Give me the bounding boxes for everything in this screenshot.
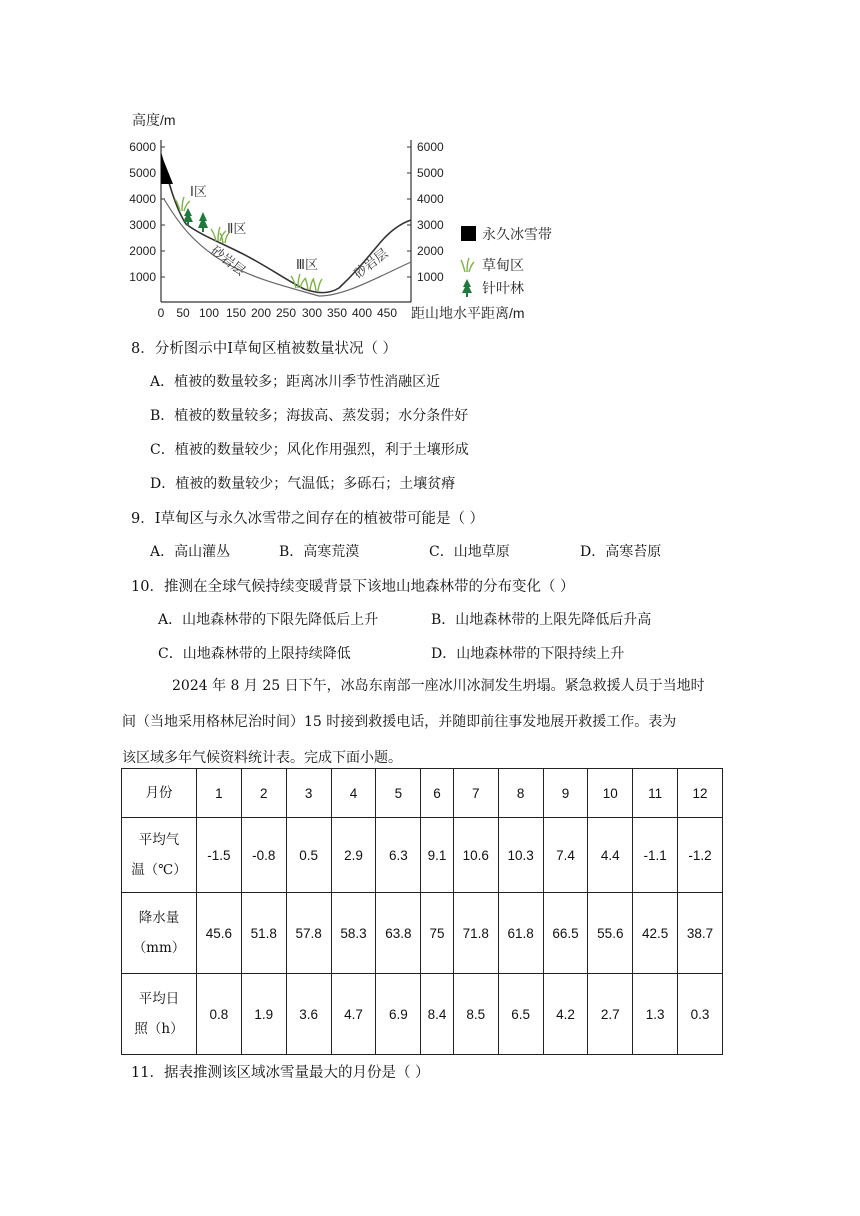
y-tick-right: 1000	[417, 270, 444, 284]
y-tick: 4000	[129, 192, 156, 206]
table-cell: 2	[241, 769, 286, 818]
table-cell: 0.3	[678, 974, 723, 1055]
conifer-tree-icon	[198, 212, 208, 232]
sandstone-label-right: 砂岩层	[350, 245, 391, 282]
y-tick: 1000	[129, 270, 156, 284]
climate-statistics-table	[121, 768, 723, 1055]
table-row	[122, 818, 723, 893]
sandstone-label-left: 砂岩层	[208, 242, 249, 279]
zone-3-label: Ⅲ区	[296, 257, 318, 272]
table-cell: 6.5	[498, 974, 543, 1055]
question-9-stem: 9．Ⅰ草甸区与永久冰雪带之间存在的植被带可能是（ ）	[131, 511, 485, 527]
table-cell: 7	[453, 769, 498, 818]
table-cell: 0.8	[197, 974, 242, 1055]
x-tick: 0	[157, 306, 165, 320]
table-cell: 10.6	[453, 818, 498, 893]
table-cell: 2.7	[588, 974, 633, 1055]
table-cell: 8.5	[453, 974, 498, 1055]
row-header-line: 照（h）	[134, 1021, 184, 1037]
legend-label: 永久冰雪带	[482, 226, 552, 242]
x-tick: 50	[176, 306, 190, 320]
y-tick: 3000	[129, 218, 156, 232]
y-tick-right: 2000	[417, 244, 444, 258]
y-axis-label: 高度/m	[132, 112, 176, 128]
table-cell: 55.6	[588, 893, 633, 974]
table-cell: -1.5	[197, 818, 242, 893]
table-cell: 1.9	[241, 974, 286, 1055]
y-tick: 6000	[129, 140, 156, 154]
zone-1-label: Ⅰ区	[190, 184, 207, 199]
table-row	[122, 893, 723, 974]
table-cell: 1.3	[633, 974, 678, 1055]
table-cell: -1.1	[633, 818, 678, 893]
table-cell: 6.3	[376, 818, 421, 893]
grass-icon	[461, 258, 474, 272]
grass-icon	[291, 274, 322, 291]
question-9-option-a[interactable]: A．高山灌丛	[150, 544, 231, 560]
x-tick: 300	[301, 306, 323, 320]
table-cell: 6.9	[376, 974, 421, 1055]
question-9-option-d[interactable]: D．高寒苔原	[580, 544, 662, 560]
question-9-option-c[interactable]: C．山地草原	[429, 544, 510, 560]
table-cell: 57.8	[286, 893, 331, 974]
question-8-option-d[interactable]: D．植被的数量较少；气温低；多砾石；土壤贫瘠	[150, 476, 456, 492]
table-cell: 7.4	[543, 818, 588, 893]
y-tick: 2000	[129, 244, 156, 258]
passage-line: 2024 年 8 月 25 日下午，冰岛东南部一座冰川冰洞发生坍塌。紧急救援人员于当地时	[172, 678, 705, 694]
y-tick-right: 3000	[417, 218, 444, 232]
table-cell: 4	[331, 769, 376, 818]
table-cell: 8.4	[421, 974, 454, 1055]
table-cell: -0.8	[241, 818, 286, 893]
table-cell: 9	[543, 769, 588, 818]
table-cell: 10.3	[498, 818, 543, 893]
question-8-option-c[interactable]: C．植被的数量较少；风化作用强烈，利于土壤形成	[150, 442, 469, 458]
table-cell: 5	[376, 769, 421, 818]
row-header-month: 月份	[122, 769, 197, 818]
legend-label: 草甸区	[482, 257, 524, 273]
x-tick: 150	[225, 306, 247, 320]
question-9-option-b[interactable]: B．高寒荒漠	[279, 544, 360, 560]
question-11-stem: 11．据表推测该区域冰雪量最大的月份是（ ）	[131, 1065, 430, 1081]
table-row	[122, 974, 723, 1055]
table-cell: 4.4	[588, 818, 633, 893]
x-tick: 200	[250, 306, 272, 320]
row-header-line: 平均日	[138, 991, 180, 1007]
x-axis-label: 距山地水平距离/m	[411, 305, 525, 321]
passage	[122, 668, 726, 776]
row-header-line: 温（℃）	[131, 862, 187, 878]
y-tick-right: 5000	[417, 166, 444, 180]
question-10-option-a[interactable]: A．山地森林带的下限先降低后上升	[158, 612, 379, 628]
row-header-line: （mm）	[132, 940, 186, 956]
question-10-option-d[interactable]: D．山地森林带的下限持续上升	[431, 646, 625, 662]
row-header-precipitation	[122, 893, 197, 974]
mountain-profile-figure	[124, 104, 564, 326]
table-cell: 3	[286, 769, 331, 818]
question-10-stem: 10．推测在全球气候持续变暖背景下该地山地森林带的分布变化（ ）	[131, 579, 575, 595]
permanent-snow-zone	[161, 154, 173, 184]
table-cell: 75	[421, 893, 454, 974]
x-tick: 450	[376, 306, 398, 320]
question-10-option-c[interactable]: C．山地森林带的上限持续降低	[158, 646, 351, 662]
table-cell: 1	[197, 769, 242, 818]
terrain-profile-line	[161, 154, 411, 293]
table-cell: 71.8	[453, 893, 498, 974]
table-cell: 66.5	[543, 893, 588, 974]
table-cell: 2.9	[331, 818, 376, 893]
passage-line: 该区域多年气候资料统计表。完成下面小题。	[122, 750, 402, 766]
table-cell: 6	[421, 769, 454, 818]
row-header-line: 降水量	[138, 910, 180, 926]
row-header-sunshine	[122, 974, 197, 1055]
passage-line: 间（当地采用格林尼治时间）15 时接到救援电话，并随即前往事发地展开救援工作。表为	[122, 714, 677, 730]
table-cell: 45.6	[197, 893, 242, 974]
row-header-temperature	[122, 818, 197, 893]
table-cell: 12	[678, 769, 723, 818]
table-cell: 51.8	[241, 893, 286, 974]
table-cell: 0.5	[286, 818, 331, 893]
table-cell: 11	[633, 769, 678, 818]
zone-2-label: Ⅱ区	[227, 221, 247, 236]
table-cell: -1.2	[678, 818, 723, 893]
row-header-line: 平均气	[138, 832, 180, 848]
table-cell: 10	[588, 769, 633, 818]
sandstone-boundary-line	[164, 199, 411, 296]
table-cell: 61.8	[498, 893, 543, 974]
table-cell: 9.1	[421, 818, 454, 893]
table-cell: 4.7	[331, 974, 376, 1055]
table-row	[122, 769, 723, 818]
x-tick: 250	[275, 306, 297, 320]
y-tick-right: 6000	[417, 140, 444, 154]
y-tick: 5000	[129, 166, 156, 180]
table-cell: 8	[498, 769, 543, 818]
conifer-tree-icon	[462, 279, 472, 297]
table-cell: 63.8	[376, 893, 421, 974]
question-8-stem: 8．分析图示中Ⅰ草甸区植被数量状况（ ）	[131, 341, 398, 357]
question-8-option-a[interactable]: A．植被的数量较多；距离冰川季节性消融区近	[150, 374, 441, 390]
question-8-option-b[interactable]: B．植被的数量较多；海拔高、蒸发弱；水分条件好	[150, 408, 469, 424]
table-cell: 4.2	[543, 974, 588, 1055]
x-tick: 100	[198, 306, 220, 320]
black-square-icon	[461, 226, 476, 241]
x-tick: 400	[351, 306, 373, 320]
y-tick-right: 4000	[417, 192, 444, 206]
table-cell: 58.3	[331, 893, 376, 974]
x-tick: 350	[326, 306, 348, 320]
question-10-option-b[interactable]: B．山地森林带的上限先降低后升高	[431, 612, 652, 628]
table-cell: 42.5	[633, 893, 678, 974]
table-cell: 3.6	[286, 974, 331, 1055]
table-cell: 38.7	[678, 893, 723, 974]
legend-label: 针叶林	[482, 280, 524, 296]
